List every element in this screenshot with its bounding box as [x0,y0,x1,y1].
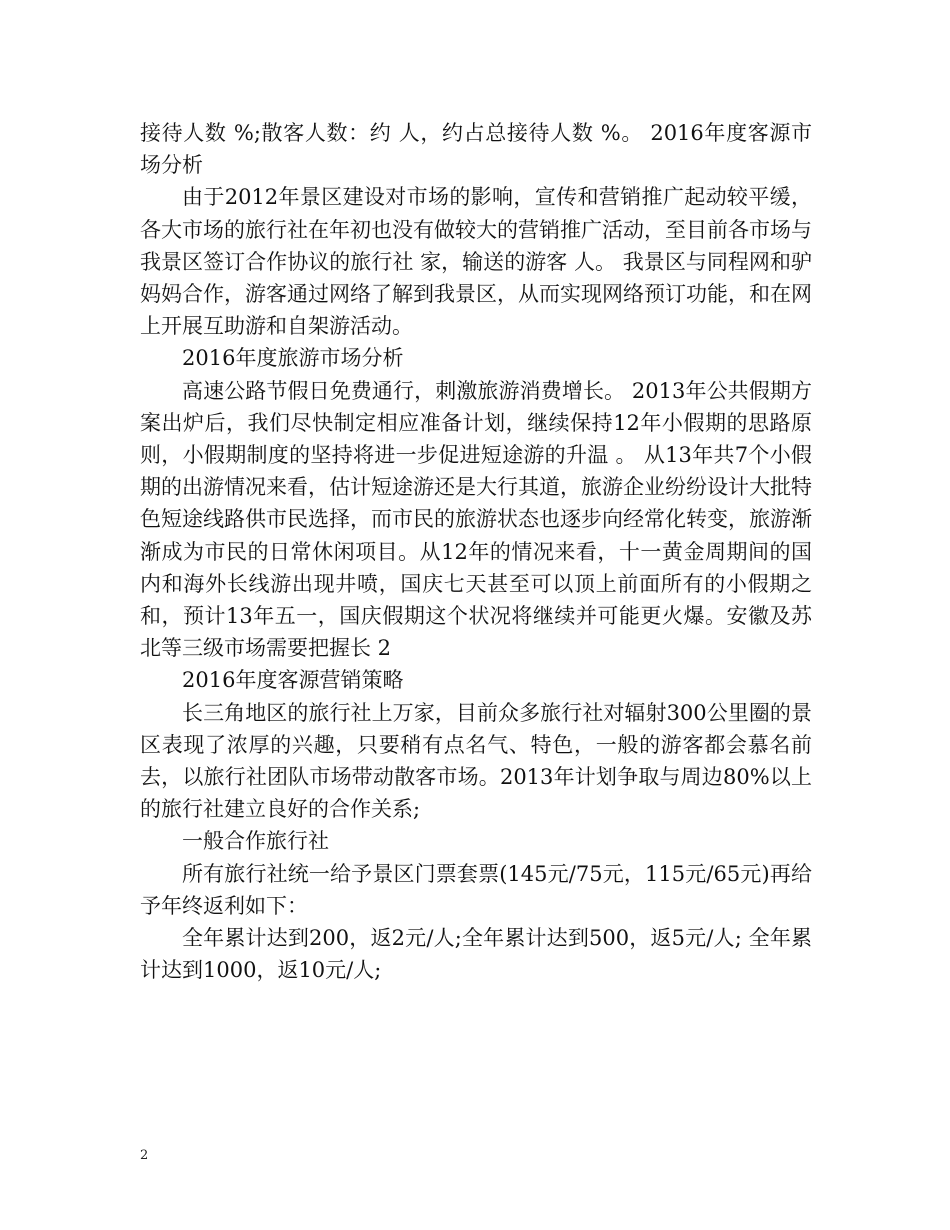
paragraph-3: 高速公路节假日免费通行，刺激旅游消费增长。 2013年公共假期方案出炉后，我们尽快制定相应准备计划，继续保持12年小假期的思路原则，小假期制度的坚持将进一步促进短途游的升温 。 从13年共7个小假期的出游情况来看，估计短途游还是大行其道，旅游企业纷纷设计大批特色短途线路供市民选择，而市民的旅游状态也逐步向经常化转变，旅游渐渐成为市民的日常休闲项目。从12年的情况来看，十一黄金周期间的国内和海外长线游出现井喷，国庆七天甚至可以顶上前面所有的小假期之和，预计13年五一，国庆假期这个状况将继续并可能更火爆。安徽及苏北等三级市场需要把握长 2 [140,378,812,661]
page-number: 2 [140,1148,149,1163]
section-heading-general-partners: 一般合作旅行社 [182,829,329,854]
paragraph-1: 接待人数 %;散客人数：约 人，约占总接待人数 %。 2016年度客源市场分析 [140,121,812,178]
paragraph-6: 全年累计达到200，返2元/人;全年累计达到500，返5元/人; 全年累计达到1000，返10元/人; [140,926,812,983]
section-heading-tourism-market: 2016年度旅游市场分析 [182,346,404,371]
paragraph-2: 由于2012年景区建设对市场的影响，宣传和营销推广起动较平缓，各大市场的旅行社在年初也没有做较大的营销推广活动，至目前各市场与我景区签订合作协议的旅行社 家，输送的游客 人。 我景区与同程网和驴妈妈合作，游客通过网络了解到我景区，从而实现网络预订功能，和在网上开展互助游和自架游活动。 [140,185,812,339]
paragraph-5: 所有旅行社统一给予景区门票套票(145元/75元，115元/65元)再给予年终返利如下： [140,861,812,918]
paragraph-4: 长三角地区的旅行社上万家，目前众多旅行社对辐射300公里圈的景区表现了浓厚的兴趣，只要稍有点名气、特色，一般的游客都会慕名前去，以旅行社团队市场带动散客市场。2013年计划争取与周边80%以上的旅行社建立良好的合作关系; [140,700,812,822]
document-body [140,117,812,986]
section-heading-marketing-strategy: 2016年度客源营销策略 [182,668,404,693]
